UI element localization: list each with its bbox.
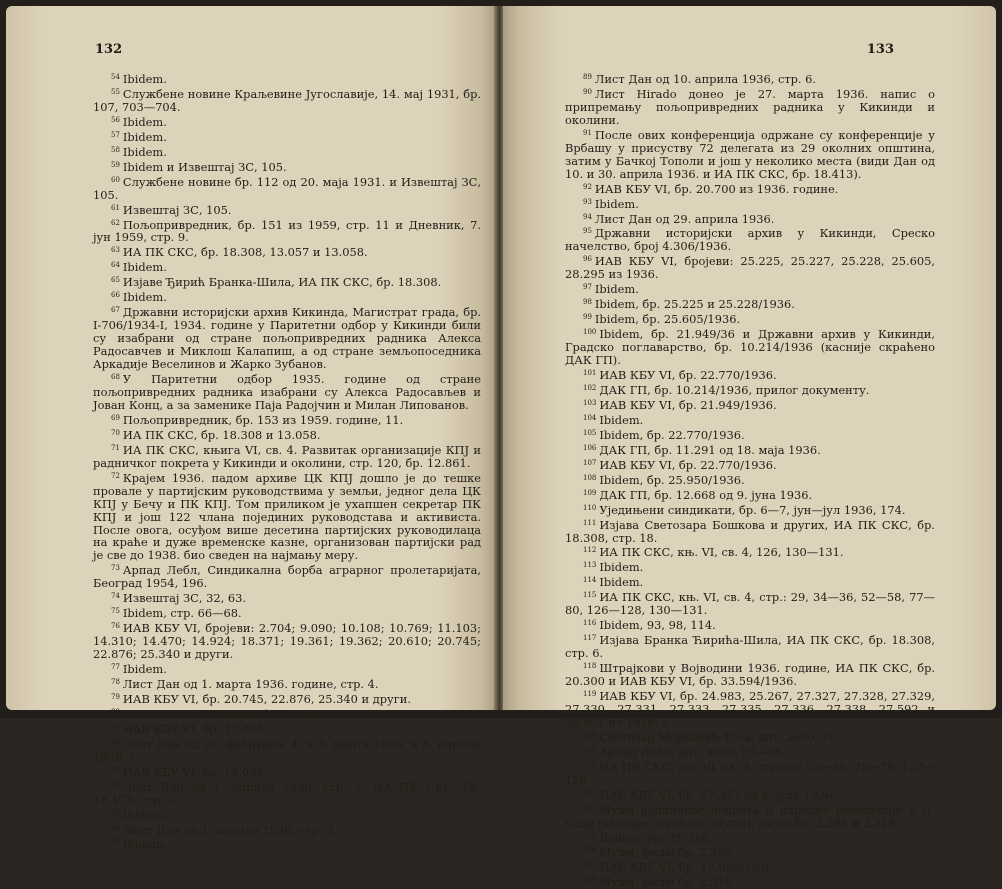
footnote-list (93, 71, 481, 851)
footnote-text: ИАВ КБУ VI, бр. 21.949/1936. (599, 397, 777, 412)
footnote-number: 111 (583, 518, 597, 527)
footnote (565, 589, 935, 617)
footnote-text: ИА ПК СКС, књига VI, св. 4. Развитак организације КПЈ и радничког покрета у Кикинди и околини, стр. 120, бр. 12.861. (93, 442, 481, 470)
footnote-number: 68 (111, 373, 120, 382)
footnote (565, 487, 935, 502)
footnote (93, 274, 481, 289)
footnote-text: ДАК ГП, бр. 10.214/1936, прилог документу. (599, 382, 870, 397)
footnote-number: 62 (111, 218, 120, 227)
footnote-text: Светозар Марковић-Тоза, цит. дело, 70. (599, 729, 840, 744)
footnote-text: Ibidem. (122, 837, 167, 852)
footnote (93, 736, 481, 764)
footnote (565, 660, 935, 688)
footnote-number: 122 (583, 760, 597, 769)
footnote (565, 830, 935, 845)
footnote-number: 101 (583, 369, 597, 378)
footnote (565, 382, 935, 397)
footnote-text: Ibidem, 93, 98, 114. (599, 618, 716, 633)
footnote-text: Службене новине Краљевине Југославије, 14. мај 1931, бр. 107, 703—704. (93, 86, 481, 114)
footnote (565, 502, 935, 517)
footnote-number: 125 (583, 831, 597, 840)
left-page (6, 6, 496, 852)
footnote-text: Лист Дан од 29. априла 1936. (594, 211, 775, 226)
footnote (565, 181, 935, 196)
footnote-number: 64 (111, 261, 120, 270)
footnote-text: Лист Дан од 10. априла 1936, стр. 6. (594, 72, 817, 86)
footnote (565, 281, 935, 296)
footnote-number: 87 (111, 838, 120, 847)
footnote (93, 807, 481, 822)
footnote (93, 174, 481, 202)
footnote-text: ИАВ КБУ VI, бр. 13.095/1936. (599, 860, 777, 875)
footnote-text: Ibidem. (122, 72, 167, 86)
footnote (93, 779, 481, 807)
right-page (503, 6, 996, 889)
footnote (565, 296, 935, 311)
footnote-text: ИАВ КБУ VI, бр. 20.745, 22.876, 25.340 и други. (122, 691, 411, 706)
footnote-text: Ibidem, бр. 22.770/1936. (599, 427, 745, 442)
footnote-text: Ibidem. (122, 114, 167, 129)
footnote (93, 202, 481, 217)
footnote-text: Пољопривредник, бр. 151 из 1959, стр. 11 и Дневник, 7. јун 1959, стр. 9. (93, 217, 481, 245)
footnote-text: Ibidem. (594, 282, 639, 297)
footnote-number: 86 (111, 823, 120, 832)
footnote (93, 129, 481, 144)
footnote-text: Лист Дан од 1. марта 1936. године, стр. 4. (122, 676, 379, 691)
footnote (93, 562, 481, 590)
footnote-number: 71 (111, 443, 120, 452)
footnote-number: 83 (111, 765, 120, 774)
footnote (565, 127, 935, 181)
page-number: 133 (866, 42, 894, 57)
footnote (565, 574, 935, 589)
footnote-text: Музеј, филм бр. 2.316. (599, 875, 736, 889)
footnote-number: 116 (583, 619, 597, 628)
footnote-number: 60 (111, 175, 120, 184)
footnote-text: Ibidem. (122, 807, 167, 822)
footnote (565, 86, 935, 127)
footnote-number: 104 (583, 413, 597, 422)
footnote-number: 124 (583, 803, 597, 812)
footnote (565, 688, 935, 729)
footnote-number: 127 (583, 861, 597, 870)
footnote-number: 66 (111, 291, 120, 300)
footnote-text: Крајем 1936. падом архиве ЦК КПЈ дошло је до тешке провале у партијским руководствима у земљи, једног дела ЦК КПЈ у Бечу и ПК КПЈ. Том приликом је ухапшен секретар ПК КПЈ и још 122 члана појединих руководстава и активиста. После овога, осуђом више десетина партијских руководилаца на краће и дуже временске казне, организован партијски рад је све до 1938. био сведен на најмању меру. (93, 470, 481, 563)
footnote-text: ИА ПК СКС, књ. VI, св. 4, 126, 130—131. (599, 545, 844, 560)
footnote-text: ИАВ КБУ VI, бр. 22.770/1936. (599, 457, 777, 472)
footnote (565, 253, 935, 281)
footnote-text: Лист Дан од 1. априла 1936. стр. 3. (122, 822, 337, 837)
footnote-text: ИАВ КБУ VI, бр. 13.095. (122, 764, 268, 779)
footnote (93, 721, 481, 736)
footnote-number: 115 (583, 591, 597, 600)
footnote-number: 117 (583, 634, 597, 643)
footnote-number: 113 (583, 561, 597, 570)
footnote-text: Лист Дан од 1. априла 1936. стр. 3; ИА ПК СКС, бр. 18.173, стр. 2. (93, 779, 481, 807)
footnote-text: Изјава Бранка Ћирића-Шила, ИА ПК СКС, бр. 18.308, стр. 6. (565, 633, 935, 661)
footnote-text: Ibidem. (122, 260, 167, 275)
footnote (565, 859, 935, 874)
footnote-text: Ibidem и Извештај ЗС, 105. (122, 159, 287, 174)
footnote-text: Ibidem. (599, 560, 644, 575)
footnote (565, 787, 935, 802)
footnote-number: 90 (583, 87, 592, 96)
footnote-number: 123 (583, 788, 597, 797)
footnote-text: Лист Дан од 29. марта 1936, стр. 2. (122, 706, 337, 721)
footnote (93, 304, 481, 371)
footnote-text: Ibidem. (122, 290, 167, 305)
footnote-number: 98 (583, 298, 592, 307)
footnote-number: 109 (583, 488, 597, 497)
footnote-text: Музеј, филм бр. 2.298. (599, 845, 736, 860)
footnote-number: 75 (111, 607, 120, 616)
footnote (565, 442, 935, 457)
footnote-number: 55 (111, 87, 120, 96)
footnote-number: 91 (583, 128, 592, 137)
footnote-text: Ibidem, бр. 25.950/1936. (599, 472, 745, 487)
footnote (565, 326, 935, 367)
footnote-number: 80 (111, 707, 120, 716)
footnote (565, 617, 935, 632)
footnote-text: Ibidem. (122, 144, 167, 159)
footnote-number: 118 (583, 662, 597, 671)
footnote-number: 114 (583, 576, 597, 585)
footnote-number: 96 (583, 255, 592, 264)
footnote-text: Пољопривредник, бр. 153 из 1959. године, 11. (122, 412, 404, 427)
footnote-text: Ibidem. (122, 662, 167, 677)
footnote (93, 217, 481, 245)
footnote-text: Уједињени синдикати, бр. 6—7, јун—јул 1936, 174. (599, 502, 906, 517)
footnote (93, 691, 481, 706)
footnote (93, 427, 481, 442)
footnote-text: Државни историјски архив у Кикинди, Среско начелство, број 4.306/1936. (565, 226, 935, 254)
footnote-text: После ових конференција одржане су конференције у Врбашу у присуству 72 делегата из 29 околних општина, затим у Бачкој Тополи и још у неколико места (види Дан од 10. и 30. априла 1936. и ИА ПК СКС, бр. 18.413). (565, 127, 935, 181)
footnote (93, 822, 481, 837)
footnote-text: ИАВ КБУ VI, бројеви: 2.704; 9.090; 10.108; 10.769; 11.103; 14.310; 14.470; 14.924; 18.371; 19.361; 19.362; 20.610; 20.745; 22.876; 25.340 и други. (93, 621, 481, 662)
footnote (565, 412, 935, 427)
footnote-number: 102 (583, 383, 597, 392)
footnote-number: 92 (583, 182, 592, 191)
footnote-number: 95 (583, 227, 592, 236)
footnote (565, 397, 935, 412)
footnote-number: 128 (583, 876, 597, 885)
footnote-number: 78 (111, 677, 120, 686)
footnote-text: Лист Дан од 29. фебруара, 4. и 5. марта 1936. и 8. априла 1936. г. (93, 736, 481, 764)
footnote-number: 74 (111, 592, 120, 601)
footnote-text: ДАК ГП, бр. 11.291 од 18. маја 1936. (599, 442, 821, 457)
footnote-number: 69 (111, 413, 120, 422)
footnote-text: Лист Hirado донео је 27. марта 1936. напис о припремању пољопривредних радника у Кикинди и околини. (565, 86, 935, 127)
footnote (565, 874, 935, 889)
footnote (93, 86, 481, 114)
footnote-number: 106 (583, 443, 597, 452)
footnote-number: 57 (111, 130, 120, 139)
footnote-number: 82 (111, 737, 120, 746)
footnote-number: 89 (583, 73, 592, 81)
footnote-number: 121 (583, 745, 597, 754)
footnote-number: 107 (583, 458, 597, 467)
footnote-text: Ibidem. (594, 196, 639, 211)
footnote-text: Ibidem, бр. 21.316. (599, 830, 712, 845)
footnote-text: Ibidem. (122, 129, 167, 144)
footnote (565, 544, 935, 559)
footnote (565, 632, 935, 660)
footnote (565, 225, 935, 253)
footnote-text: Службене новине бр. 112 од 20. маја 1931. и Извештај ЗС, 105. (93, 174, 481, 202)
footnote-text: Ibidem. (599, 412, 644, 427)
page-number: 132 (95, 42, 123, 57)
footnote (93, 764, 481, 779)
footnote-number: 72 (111, 471, 120, 480)
footnote (93, 620, 481, 661)
footnote-number: 94 (583, 212, 592, 221)
footnote-number: 70 (111, 428, 120, 437)
footnote (565, 759, 935, 787)
footnote-text: ИАВ КБУ VI, бр. 20.700 из 1936. године. (594, 181, 839, 196)
footnote-number: 59 (111, 160, 120, 169)
footnote (565, 196, 935, 211)
footnote-text: Извештај ЗС, 32, 63. (122, 591, 246, 606)
footnote (93, 159, 481, 174)
footnote-text: ИАВ КБУ VI, бр. 27.327 од 4. јула 1936. (599, 787, 837, 802)
footnote-number: 126 (583, 846, 597, 855)
footnote-text: ИА ПК СКС, бр. 18.308 и 13.058. (122, 427, 321, 442)
footnote (93, 144, 481, 159)
footnote-text: ИА ПК СКС, књ. VI, св. 4, стране: 52—56; 78—79, 127—128. (565, 759, 935, 787)
footnote-text: ИАВ КБУ VI, бр. 22.770/1936. (599, 368, 777, 383)
footnote-text: Државни историјски архив Кикинда, Магистрат града, бр. I-706/1934-I, 1934. године у Паритетни одбор у Кикинди били су изабрани од стране пољопривредних радника Алекса Радосавчев и Миклош Калапиш, а од стране земљопоседника Аркадије Веселинов и Жарко Зубанов. (93, 305, 481, 372)
footnote-number: 99 (583, 313, 592, 322)
footnote-text: ИА ПК СКС, књ. VI, св. 4, стр.: 29, 34—36, 52—58, 77—80, 126—128, 130—131. (565, 590, 935, 618)
footnote-number: 85 (111, 808, 120, 817)
footnote (565, 744, 935, 759)
footnote (565, 559, 935, 574)
footnote-text: Изјава Светозара Бошкова и других, ИА ПК СКС, бр. 18.308, стр. 18. (565, 517, 935, 545)
footnote (93, 676, 481, 691)
footnote-number: 110 (583, 503, 597, 512)
footnote-text: Ibidem, стр. 66—68. (122, 606, 242, 621)
footnote (93, 470, 481, 563)
footnote (565, 211, 935, 226)
footnote-number: 56 (111, 115, 120, 124)
footnote-number: 54 (111, 73, 120, 81)
footnote (565, 517, 935, 545)
footnote (93, 371, 481, 412)
footnote (93, 836, 481, 851)
footnote-text: Ibidem, бр. 21.949/36 и Државни архив у Кикинди, Градско поглаварство, бр. 10.214/1936 (касније скраћено ДАК ГП). (565, 327, 935, 368)
footnote (565, 71, 935, 86)
footnote (93, 289, 481, 304)
footnote-number: 65 (111, 276, 120, 285)
footnote-text: Извештај ЗС, 105. (122, 202, 232, 217)
footnote-text: Музеј радничког покрета и народне револуције у Н. Саду (касније скраћено Музеј), филм бр. 2.298 и 2.319. (565, 802, 935, 830)
footnote (565, 367, 935, 382)
footnote (93, 706, 481, 721)
footnote (565, 729, 935, 744)
footnote-number: 119 (583, 689, 597, 698)
footnote-number: 81 (111, 722, 120, 731)
footnote-number: 120 (583, 730, 597, 739)
footnote-text: Изјаве Ђирић Бранка-Шила, ИА ПК СКС, бр. 18.308. (122, 275, 442, 290)
footnote-text: ИАВ КБУ VI, бр. 24.983, 25.267, 27.327, 27.328, 27.329, 27.330, 27.331, 27.333, 27.335, 27.336, 27.338, 27.592 и 28.901 из 1936. г. (565, 688, 935, 729)
footnote-number: 105 (583, 428, 597, 437)
footnote-number: 61 (111, 203, 120, 212)
footnote-number: 79 (111, 692, 120, 701)
footnote-text: Ibidem, бр. 25.605/1936. (594, 312, 741, 327)
footnote-number: 108 (583, 473, 597, 482)
footnote (93, 590, 481, 605)
footnote-text: Арпад Лебл, цит. дело, 87—88. (599, 744, 786, 759)
footnote-text: ИА ПК СКС, бр. 18.308, 13.057 и 13.058. (122, 245, 368, 260)
footnote-number: 67 (111, 306, 120, 315)
footnote (565, 457, 935, 472)
footnote (565, 802, 935, 830)
footnote-text: Ibidem, бр. 25.225 и 25.228/1936. (594, 297, 795, 312)
footnote (93, 442, 481, 470)
footnote (565, 844, 935, 859)
footnote-text: ИАВ КБУ VI, бројеви: 25.225, 25.227, 25.228, 25.605, 28.295 из 1936. (565, 254, 935, 282)
footnote (565, 311, 935, 326)
footnote-number: 63 (111, 246, 120, 255)
footnote (93, 244, 481, 259)
footnote (93, 71, 481, 86)
footnote-number: 73 (111, 564, 120, 573)
footnote-text: ДАК ГП, бр. 12.668 од 9. јуна 1936. (599, 487, 813, 502)
footnote-number: 93 (583, 197, 592, 206)
footnote (565, 427, 935, 442)
footnote-number: 58 (111, 145, 120, 154)
footnote (93, 605, 481, 620)
footnote (93, 114, 481, 129)
footnote-number: 100 (583, 328, 597, 337)
footnote-text: Ibidem. (599, 575, 644, 590)
footnote (565, 472, 935, 487)
footnote-text: Штрајкови у Војводини 1936. године, ИА ПК СКС, бр. 20.300 и ИАВ КБУ VI, бр. 33.594/1936. (565, 661, 935, 689)
footnote-number: 77 (111, 663, 120, 672)
footnote-number: 112 (583, 546, 597, 555)
footnote (93, 661, 481, 676)
footnote (93, 259, 481, 274)
footnote-number: 103 (583, 398, 597, 407)
footnote-list (565, 71, 935, 889)
footnote-number: 76 (111, 622, 120, 631)
footnote-text: Арпад Лебл, Синдикална борба аграрног пролетаријата, Београд 1954, 196. (93, 563, 481, 591)
footnote (93, 412, 481, 427)
footnote-number: 97 (583, 283, 592, 292)
footnote-number: 84 (111, 780, 120, 789)
footnote-text: У Паритетни одбор 1935. године од стране пољопривредних радника изабрани су Алекса Радосављев и Јован Конц, а за заменике Паја Радојчин и Милан Липованов. (93, 372, 481, 412)
footnote-text: ИАВ КБУ VI, бр. 13.095. (122, 721, 268, 736)
